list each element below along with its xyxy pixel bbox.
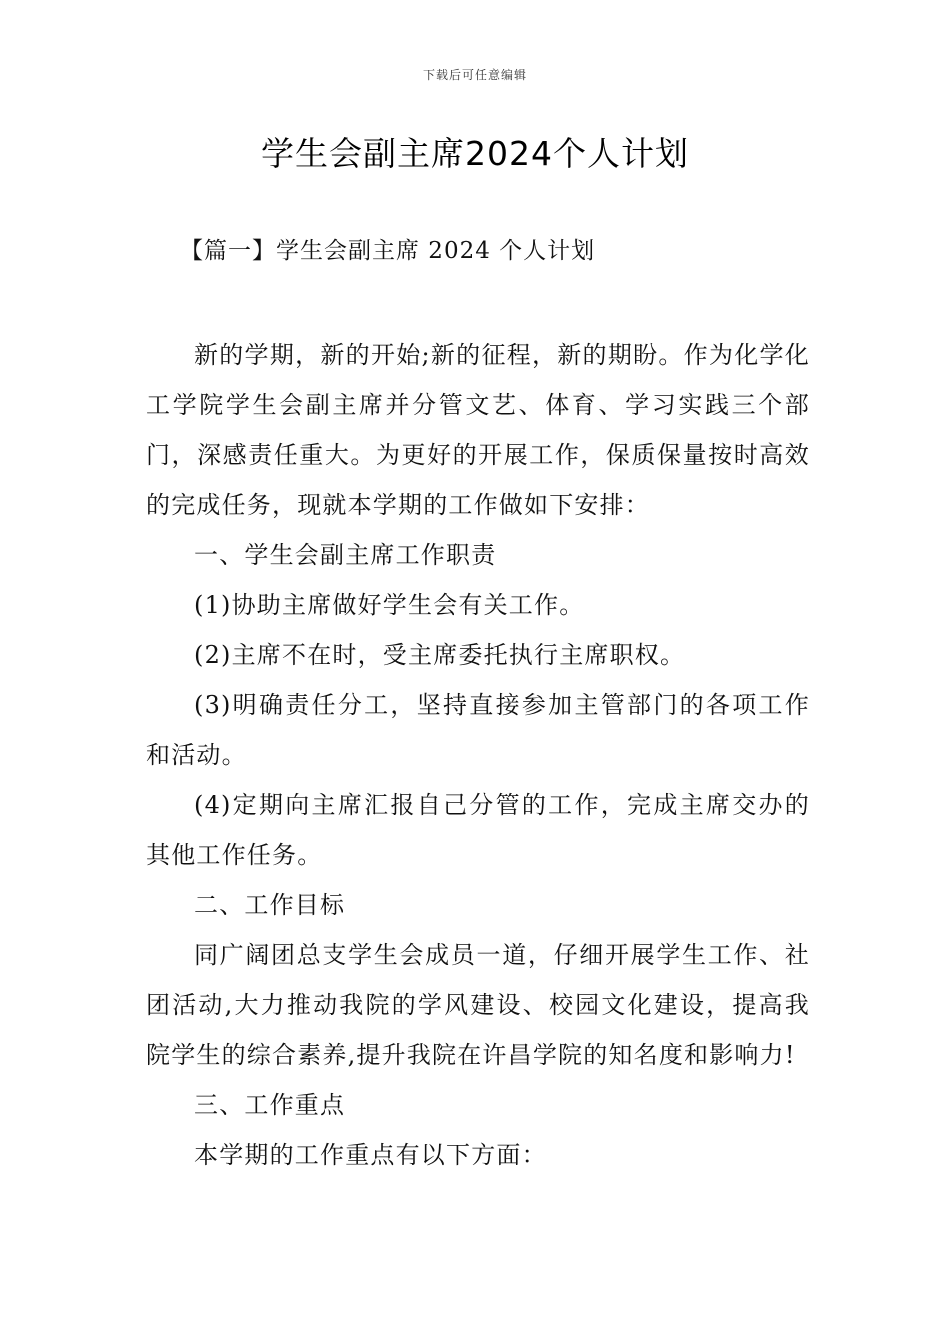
paragraph-focus: 本学期的工作重点有以下方面： bbox=[194, 1141, 547, 1169]
section-heading: 【篇一】学生会副主席 2024 个人计划 bbox=[180, 238, 596, 264]
list-item-duty-1: (1)协助主席做好学生会有关工作。 bbox=[194, 591, 585, 619]
document-title: 学生会副主席2024个人计划 bbox=[261, 134, 689, 173]
paragraph-goals: 同广阔团总支学生会成员一道，仔细开展学生工作、社团活动,大力推动我院的学风建设、校园文化建设，提高我院学生的综合素养,提升我院在许昌学院的知名度和影响力! bbox=[146, 941, 810, 1069]
list-item-duty-4: (4)定期向主席汇报自己分管的工作，完成主席交办的其他工作任务。 bbox=[146, 791, 810, 869]
heading-focus: 三、工作重点 bbox=[194, 1091, 346, 1119]
header-note: 下载后可任意编辑 bbox=[422, 68, 527, 82]
list-item-duty-3: (3)明确责任分工，坚持直接参加主管部门的各项工作和活动。 bbox=[146, 691, 810, 769]
heading-goals: 二、工作目标 bbox=[194, 891, 346, 919]
heading-duties: 一、学生会副主席工作职责 bbox=[194, 541, 497, 569]
list-item-duty-2: (2)主席不在时，受主席委托执行主席职权。 bbox=[194, 641, 686, 669]
document-body bbox=[146, 330, 810, 1180]
paragraph-intro: 新的学期，新的开始;新的征程，新的期盼。作为化学化工学院学生会副主席并分管文艺、体育、学习实践三个部门，深感责任重大。为更好的开展工作，保质保量按时高效的完成任务，现就本学期的工作做如下安排： bbox=[146, 341, 810, 519]
